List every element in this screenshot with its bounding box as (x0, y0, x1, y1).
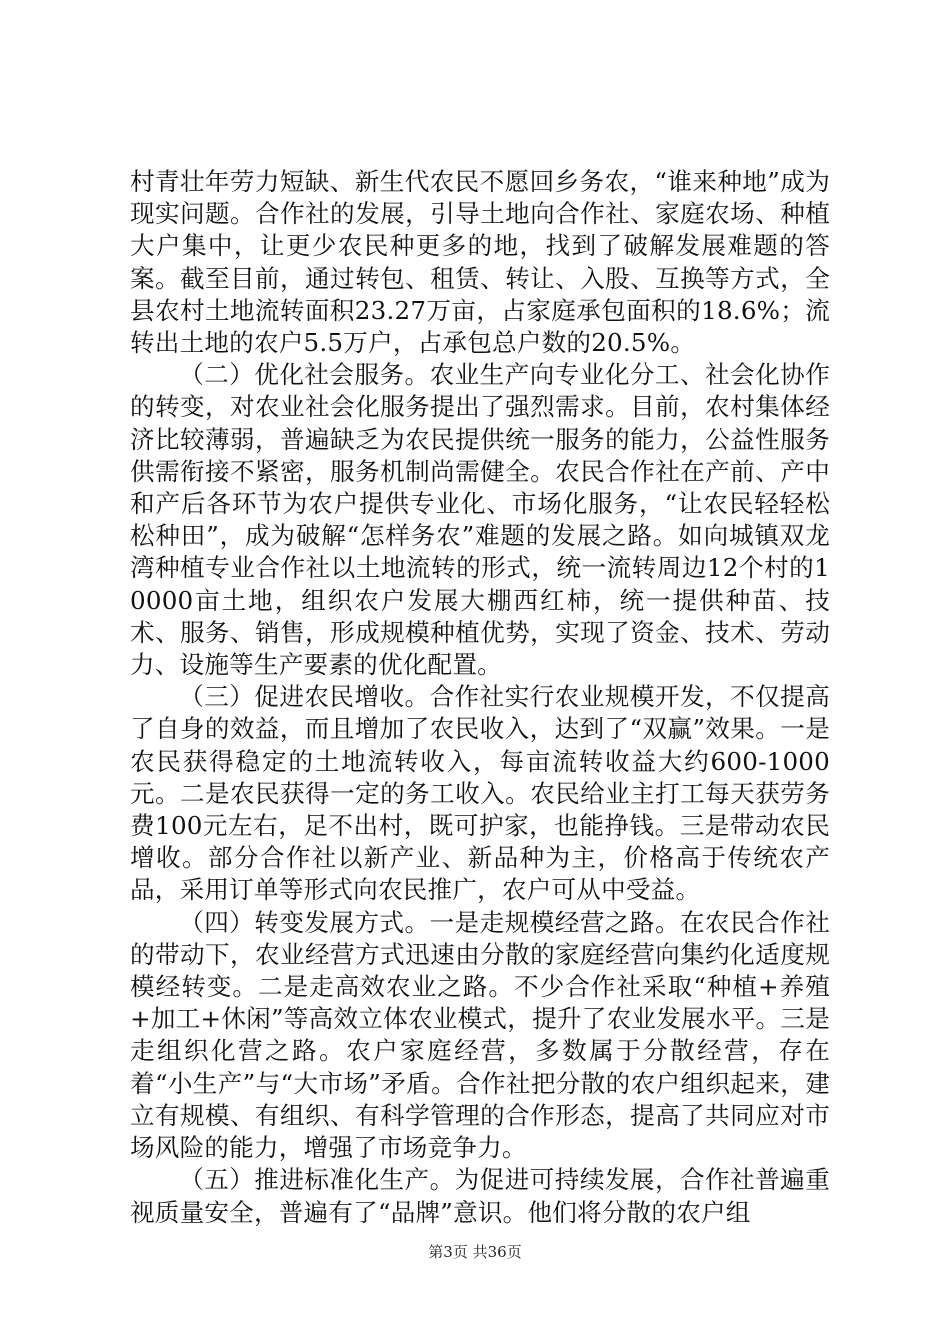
paragraph-transform-development: （四）转变发展方式。一是走规模经营之路。在农民合作社的带动下，农业经营方式迅速由分散的家庭经营向集约化适度规模经转变。二是走高效农业之路。不少合作社采取“种植+养殖+加工+休闲”等高效立体农业模式，提升了农业发展水平。三是走组织化营之路。农户家庭经营，多数属于分散经营，存在着“小生产”与“大市场”矛盾。合作社把分散的农户组织起来，建立有规模、有组织、有科学管理的合作形态，提高了共同应对市场风险的能力，增强了市场竞争力。 (130, 907, 830, 1163)
paragraph-optimize-service: （二）优化社会服务。农业生产向专业化分工、社会化协作的转变，对农业社会化服务提出了强烈需求。目前，农村集体经济比较薄弱，普遍缺乏为农民提供统一服务的能力，公益性服务供需衔接不紧密，服务机制尚需健全。农民合作社在产前、产中和产后各环节为农户提供专业化、市场化服务，“让农民轻轻松松种田”，成为破解“怎样务农”难题的发展之路。如向城镇双龙湾种植专业合作社以土地流转的形式，统一流转周边12个村的10000亩土地，组织农户发展大棚西红柿，统一提供种苗、技术、服务、销售，形成规模种植优势，实现了资金、技术、劳动力、设施等生产要素的优化配置。 (130, 360, 830, 680)
document-body (130, 166, 830, 1229)
paragraph-standardization: （五）推进标准化生产。为促进可持续发展，合作社普遍重视质量安全，普遍有了“品牌”意识。他们将分散的农户组 (130, 1165, 830, 1227)
page-number-label: 第3页 共36页 (428, 1243, 522, 1261)
page-footer (0, 1242, 950, 1262)
paragraph-increase-income: （三）促进农民增收。合作社实行农业规模开发，不仅提高了自身的效益，而且增加了农民收入，达到了“双赢”效果。一是农民获得稳定的土地流转收入，每亩流转收益大约600-1000元。二是农民获得一定的务工收入。农民给业主打工每天获劳务费100元左右，足不出村，既可护家，也能挣钱。三是带动农民增收。部分合作社以新产业、新品种为主，价格高于传统农产品，采用订单等形式向农民推广，农户可从中受益。 (130, 682, 830, 905)
paragraph-continued: 村青壮年劳力短缺、新生代农民不愿回乡务农，“谁来种地”成为现实问题。合作社的发展，引导土地向合作社、家庭农场、种植大户集中，让更少农民种更多的地，找到了破解发展难题的答案。截至目前，通过转包、租赁、转让、入股、互换等方式，全县农村土地流转面积23.27万亩，占家庭承包面积的18.6%；流转出土地的农户5.5万户，占承包总户数的20.5%。 (130, 167, 830, 358)
